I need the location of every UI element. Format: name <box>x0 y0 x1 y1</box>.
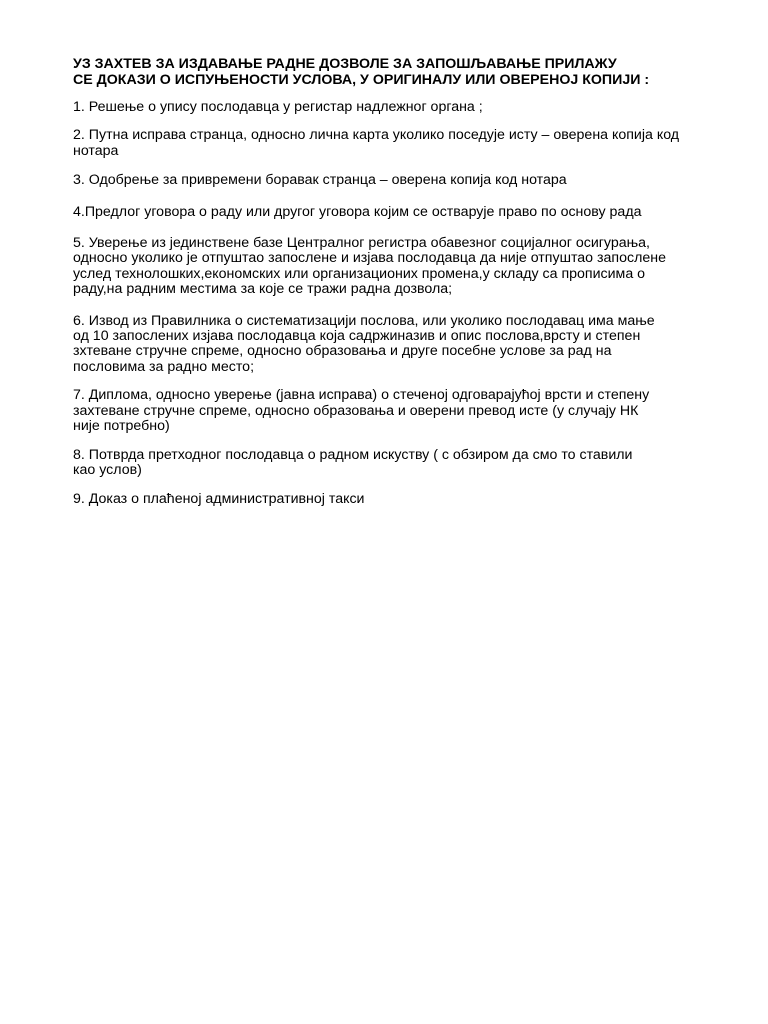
document-page <box>73 56 703 508</box>
heading-line: УЗ ЗАХТЕВ ЗА ИЗДАВАЊЕ РАДНЕ ДОЗВОЛЕ ЗА ЗАПОШЉАВАЊЕ ПРИЛАЖУ <box>73 56 617 72</box>
list-item-line: зхтеване стручне спреме, односно образовања и друге посебне услове за рад на <box>73 343 612 360</box>
list-item-line: 7. Диплома, односно уверење (јавна исправа) о стеченој одговарајућој врсти и степену <box>73 387 650 404</box>
list-item-line: 8. Потврда претходног послодавца о радном искуству ( с обзиром да смо то ставили <box>73 446 633 463</box>
list-item-line: од 10 запослених изјава послодавца која садржиназив и опис послова,врсту и степен <box>73 328 641 345</box>
list-item-line: 2. Путна исправа странца, односно лична карта уколико поседује исту – оверена копија код <box>73 127 680 144</box>
list-item-line: као услов) <box>73 461 142 478</box>
list-item-line: захтеване стручне спреме, односно образовања и оверени превод исте (у случају НК <box>73 402 639 419</box>
list-item-line: односно уколико је отпуштао запослене и изјава послодавца да није отпуштао запослене <box>73 250 666 267</box>
document-heading <box>73 56 703 88</box>
list-item-line: 5. Уверење из јединствене базе Централног регистра обавезног социјалног осигурања, <box>73 235 650 252</box>
heading-line: СЕ ДОКАЗИ О ИСПУЊЕНОСТИ УСЛОВА, У ОРИГИНАЛУ ИЛИ ОВЕРЕНОЈ КОПИЈИ : <box>73 72 650 88</box>
list-item-6 <box>73 314 703 376</box>
list-item-line: 4.Предлог уговора о раду или другог уговора којим се остварује право по основу рада <box>73 203 642 220</box>
list-item-line: 6. Извод из Правилника о систематизацији послова, или уколико послодавац има мање <box>73 312 655 329</box>
list-item-3 <box>73 173 703 188</box>
list-item-line: нотара <box>73 142 119 159</box>
list-item-4 <box>73 205 703 220</box>
list-item-line: пословима за радно место; <box>73 358 255 375</box>
list-item-1 <box>73 100 703 115</box>
list-item-9 <box>73 492 703 507</box>
list-item-7 <box>73 388 703 434</box>
list-item-line: раду,на радним местима за које се тражи радна дозвола; <box>73 281 453 298</box>
list-item-line: није потребно) <box>73 418 170 435</box>
list-item-line: 3. Одобрење за привремени боравак странца – оверена копија код нотара <box>73 172 567 189</box>
list-item-2 <box>73 128 703 159</box>
list-item-8 <box>73 448 703 479</box>
list-item-line: 1. Решење о упису послодавца у регистар надлежног органа ; <box>73 99 483 115</box>
list-item-line: услед технолошких,економских или организационих промена,у складу са прописима о <box>73 265 646 282</box>
list-item-5 <box>73 236 703 298</box>
list-item-line: 9. Доказ о плаћеној административној такси <box>73 491 365 508</box>
